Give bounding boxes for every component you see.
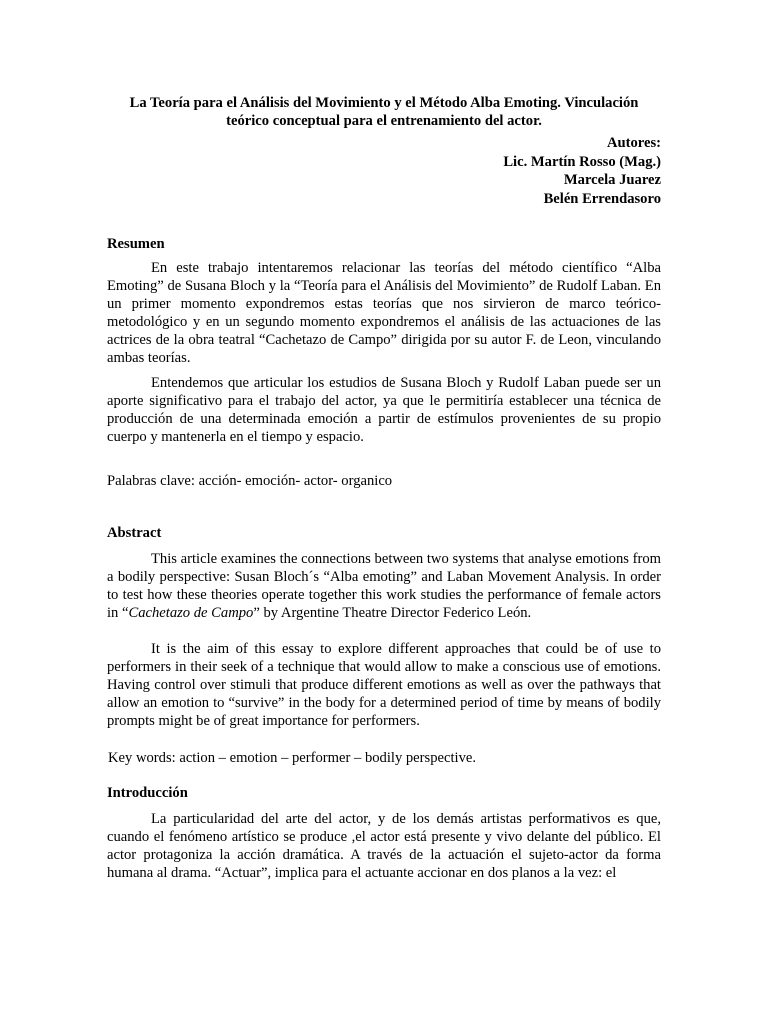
introduccion-section (107, 784, 661, 882)
title-line-1: La Teoría para el Análisis del Movimiento y el Método Alba Emoting. Vinculación (129, 95, 639, 111)
author-name: Lic. Martín Rosso (Mag.) (503, 153, 661, 170)
resumen-heading: Resumen (107, 236, 165, 252)
author-name: Belén Errendasoro (543, 190, 661, 207)
abstract-p1-text-end: ” by Argentine Theatre Director Federico León. (253, 605, 532, 621)
abstract-paragraph-2: It is the aim of this essay to explore different approaches that could be of use to performers in their seek of a technique that would allow to make a conscious use of emotions. Having control over stimuli that produce different emotions as well as over the pathways that allow an emotion to “survive” in the body for a determined period of time by means of bodily prompts might be of great importance for performers. (107, 641, 661, 729)
abstract-section (107, 524, 661, 767)
author-name: Marcela Juarez (563, 172, 661, 188)
abstract-heading: Abstract (107, 525, 162, 541)
abstract-p1-text: This article examines the connections between two systems that analyse emotions from a bodily perspective: Susan Bloch´s “Alba emoting” and Laban Movement Analysis. In order to test how these theories operate together this work studies the performance of female actors in “ (107, 551, 661, 621)
palabras-clave: Palabras clave: acción- emoción- actor- organico (107, 473, 393, 489)
introduccion-heading: Introducción (107, 785, 188, 801)
document-page (107, 94, 661, 882)
resumen-paragraph-1: En este trabajo intentaremos relacionar las teorías del método científico “Alba Emoting” de Susana Bloch y la “Teoría para el Análisis del Movimiento” de Rudolf Laban. En un primer momento expondremos estas teorías que nos sirvieron de marco teórico-metodológico y en un segundo momento expondremos el análisis de las actuaciones de las actrices de la obra teatral “Cachetazo de Campo” dirigida por su autor F. de Leon, vinculando ambas teorías. (107, 260, 661, 366)
resumen-paragraph-2: Entendemos que articular los estudios de Susana Bloch y Rudolf Laban puede ser un aporte significativo para el trabajo del actor, ya que le permitiría establecer una técnica de producción de una determinada emoción a partir de estímulos provenientes de su propio cuerpo y mantenerla en el tiempo y espacio. (107, 375, 661, 445)
abstract-paragraph-1 (107, 550, 661, 622)
title-line-2: teórico conceptual para el entrenamiento del actor. (226, 113, 542, 129)
authors-label: Autores: (606, 135, 661, 151)
resumen-section (107, 235, 661, 490)
authors-block (107, 134, 661, 208)
paper-title (107, 94, 661, 130)
play-title: Cachetazo de Campo (128, 605, 254, 621)
key-words: Key words: action – emotion – performer – bodily perspective. (108, 750, 476, 766)
introduccion-paragraph-1: La particularidad del arte del actor, y de los demás artistas performativos es que, cuando el fenómeno artístico se produce ,el actor está presente y vivo delante del público. El actor protagoniza la acción dramática. A través de la actuación el sujeto-actor da forma humana al drama. “Actuar”, implica para el actuante accionar en dos planos a la vez: el (107, 811, 661, 881)
